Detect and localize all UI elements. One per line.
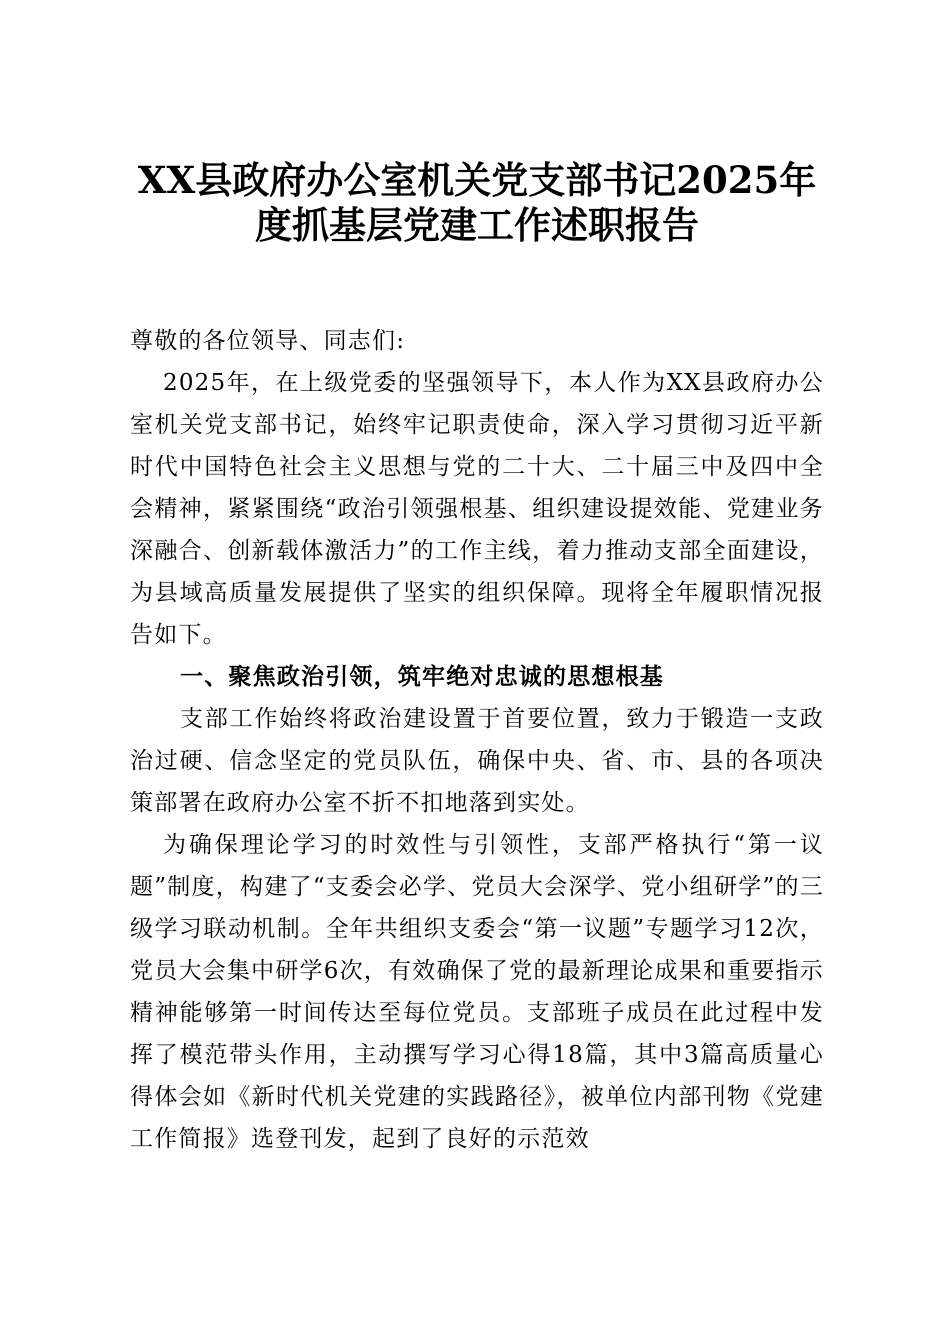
intro-paragraph: 2025年，在上级党委的坚强领导下，本人作为XX县政府办公室机关党支部书记，始终牢记职责使命，深入学习贯彻习近平新时代中国特色社会主义思想与党的二十大、二十届三中及四中全会精神，紧紧围绕“政治引领强根基、组织建设提效能、党建业务深融合、创新载体激活力”的工作主线，着力推动支部全面建设，为县域高质量发展提供了坚实的组织保障。现将全年履职情况报告如下。 bbox=[130, 370, 824, 648]
salutation: 尊敬的各位领导、同志们: bbox=[130, 328, 406, 354]
document-title: XX县政府办公室机关党支部书记2025年度抓基层党建工作述职报告 bbox=[137, 158, 817, 247]
section-1-paragraph-2: 为确保理论学习的时效性与引领性，支部严格执行“第一议题”制度，构建了“支委会必学、党员大会深学、党小组研学”的三级学习联动机制。全年共组织支委会“第一议题”专题学习12次，党员大会集中研学6次，有效确保了党的最新理论成果和重要指示精神能够第一时间传达至每位党员。支部班子成员在此过程中发挥了模范带头作用，主动撰写学习心得18篇，其中3篇高质量心得体会如《新时代机关党建的实践路径》，被单位内部刊物《党建工作简报》选登刊发，起到了良好的示范效 bbox=[130, 832, 824, 1152]
section-heading-1: 一、聚焦政治引领，筑牢绝对忠诚的思想根基 bbox=[180, 663, 664, 690]
section-1-paragraph-1: 支部工作始终将政治建设置于首要位置，致力于锻造一支政治过硬、信念坚定的党员队伍，确保中央、省、市、县的各项决策部署在政府办公室不折不扣地落到实处。 bbox=[130, 706, 824, 816]
document-body bbox=[130, 158, 824, 1160]
